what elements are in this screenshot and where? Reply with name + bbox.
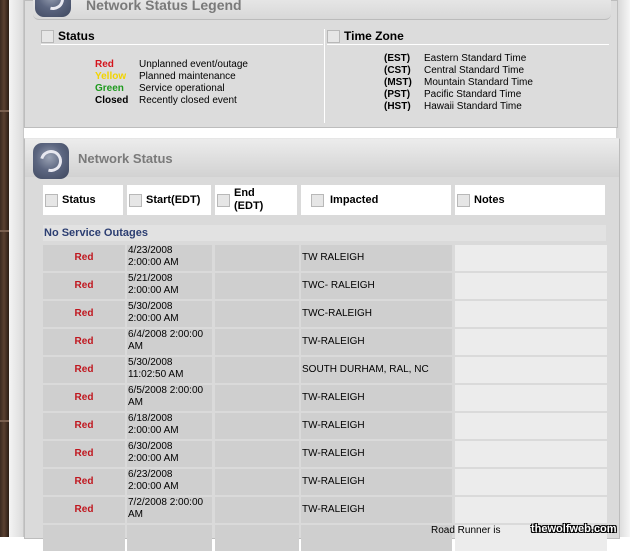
table-cell bbox=[43, 525, 125, 551]
status-cell: Red bbox=[43, 413, 125, 439]
table-row[interactable] bbox=[43, 441, 607, 467]
end-cell bbox=[215, 413, 299, 439]
legend-timezone-key: (PST) bbox=[384, 89, 411, 100]
start-cell: 5/21/2008 2:00:00 AM bbox=[127, 273, 212, 299]
start-cell: 5/30/2008 2:00:00 AM bbox=[127, 301, 212, 327]
legend-timezone-item bbox=[384, 89, 533, 101]
end-cell bbox=[215, 385, 299, 411]
network-logo-icon bbox=[33, 143, 69, 179]
network-logo-icon bbox=[35, 0, 71, 17]
watermark: thewolfweb.com bbox=[531, 523, 617, 535]
legend-status-key: Red bbox=[95, 59, 114, 70]
legend-timezone-key: (CST) bbox=[384, 65, 411, 76]
end-cell bbox=[215, 357, 299, 383]
table-cell bbox=[127, 525, 212, 551]
table-row[interactable] bbox=[43, 329, 607, 355]
end-cell bbox=[215, 329, 299, 355]
legend-timezone-key: (EST) bbox=[384, 53, 411, 64]
notes-cell bbox=[455, 329, 607, 355]
notes-cell bbox=[455, 441, 607, 467]
legend-status-list bbox=[95, 59, 248, 107]
end-cell bbox=[215, 245, 299, 271]
impacted-cell: TWC- RALEIGH bbox=[301, 273, 452, 299]
legend-timezone-key: (MST) bbox=[384, 77, 412, 88]
legend-status-key: Green bbox=[95, 83, 124, 94]
impacted-cell: TW-RALEIGH bbox=[301, 329, 452, 355]
notes-cell bbox=[455, 273, 607, 299]
legend-status-item bbox=[95, 59, 248, 71]
start-cell: 4/23/2008 2:00:00 AM bbox=[127, 245, 212, 271]
table-cell bbox=[215, 525, 299, 551]
status-cell: Red bbox=[43, 273, 125, 299]
start-cell: 6/30/2008 2:00:00 AM bbox=[127, 441, 212, 467]
end-cell bbox=[215, 497, 299, 523]
notes-cell bbox=[455, 497, 607, 523]
notes-cell-text: Road Runner is bbox=[431, 525, 501, 536]
checkbox-icon[interactable] bbox=[129, 194, 142, 207]
table-row[interactable] bbox=[43, 273, 607, 299]
table-row[interactable] bbox=[43, 469, 607, 495]
notes-cell bbox=[455, 413, 607, 439]
status-cell: Red bbox=[43, 385, 125, 411]
notes-cell bbox=[455, 245, 607, 271]
notes-cell bbox=[455, 301, 607, 327]
start-cell: 6/23/2008 2:00:00 AM bbox=[127, 469, 212, 495]
legend-timezone-item bbox=[384, 77, 533, 89]
start-cell: 5/30/2008 11:02:50 AM bbox=[127, 357, 212, 383]
legend-timezone-key: (HST) bbox=[384, 101, 411, 112]
legend-timezone-desc: Pacific Standard Time bbox=[424, 89, 522, 100]
impacted-cell: TW-RALEIGH bbox=[301, 497, 452, 523]
status-cell: Red bbox=[43, 357, 125, 383]
network-status-header bbox=[25, 139, 619, 177]
checkbox-icon[interactable] bbox=[311, 194, 324, 207]
notes-cell bbox=[455, 357, 607, 383]
legend-timezone-desc: Central Standard Time bbox=[424, 65, 525, 76]
start-cell: 6/4/2008 2:00:00 AM bbox=[127, 329, 212, 355]
legend-status-item bbox=[95, 71, 248, 83]
legend-status-desc: Unplanned event/outage bbox=[139, 59, 248, 70]
impacted-cell: TW-RALEIGH bbox=[301, 413, 452, 439]
legend-status-item bbox=[95, 95, 248, 107]
legend-timezone-item bbox=[384, 53, 533, 65]
table-row[interactable] bbox=[43, 525, 607, 551]
status-cell: Red bbox=[43, 245, 125, 271]
legend-timezone-header: Time Zone bbox=[327, 28, 609, 45]
impacted-cell: SOUTH DURHAM, RAL, NC bbox=[301, 357, 452, 383]
column-header-start[interactable]: Start(EDT) bbox=[127, 185, 211, 215]
legend-divider bbox=[324, 29, 325, 123]
section-label: No Service Outages bbox=[43, 225, 606, 241]
notes-cell bbox=[455, 385, 607, 411]
start-cell: 6/18/2008 2:00:00 AM bbox=[127, 413, 212, 439]
column-header-notes[interactable]: Notes bbox=[455, 185, 605, 215]
legend-timezone-desc: Hawaii Standard Time bbox=[424, 101, 522, 112]
impacted-cell: TWC-RALEIGH bbox=[301, 301, 452, 327]
status-cell: Red bbox=[43, 497, 125, 523]
legend-timezone-item bbox=[384, 65, 533, 77]
column-header-impacted[interactable]: Impacted bbox=[301, 185, 451, 215]
table-cell bbox=[301, 525, 452, 551]
legend-timezone-list bbox=[384, 53, 533, 113]
table-row[interactable] bbox=[43, 385, 607, 411]
status-cell: Red bbox=[43, 441, 125, 467]
table-row[interactable] bbox=[43, 357, 607, 383]
column-header-end[interactable]: End (EDT) bbox=[215, 185, 297, 215]
legend-status-item bbox=[95, 83, 248, 95]
legend-status-desc: Planned maintenance bbox=[139, 71, 236, 82]
checkbox-icon[interactable] bbox=[217, 194, 230, 207]
status-cell: Red bbox=[43, 469, 125, 495]
status-cell: Red bbox=[43, 301, 125, 327]
impacted-cell: TW-RALEIGH bbox=[301, 385, 452, 411]
legend-status-desc: Service operational bbox=[139, 83, 225, 94]
checkbox-icon[interactable] bbox=[327, 30, 340, 43]
checkbox-icon[interactable] bbox=[45, 194, 58, 207]
table-row[interactable] bbox=[43, 497, 607, 523]
table-row[interactable] bbox=[43, 301, 607, 327]
start-cell: 6/5/2008 2:00:00 AM bbox=[127, 385, 212, 411]
window-edge bbox=[0, 0, 9, 537]
notes-cell bbox=[455, 469, 607, 495]
end-cell bbox=[215, 469, 299, 495]
legend-timezone-desc: Mountain Standard Time bbox=[424, 77, 533, 88]
end-cell bbox=[215, 273, 299, 299]
column-header-status[interactable]: Status bbox=[43, 185, 123, 215]
impacted-cell: TW-RALEIGH bbox=[301, 441, 452, 467]
legend-status-key: Yellow bbox=[95, 71, 127, 82]
status-cell: Red bbox=[43, 329, 125, 355]
end-cell bbox=[215, 441, 299, 467]
legend-header bbox=[33, 0, 611, 20]
end-cell bbox=[215, 301, 299, 327]
start-cell: 7/2/2008 2:00:00 AM bbox=[127, 497, 212, 523]
page-gutter-left bbox=[9, 0, 24, 537]
legend-timezone-item bbox=[384, 101, 533, 113]
table-row[interactable] bbox=[43, 245, 607, 271]
legend-status-key: Closed bbox=[95, 95, 129, 106]
network-status-panel bbox=[24, 138, 620, 539]
impacted-cell: TW RALEIGH bbox=[301, 245, 452, 271]
checkbox-icon[interactable] bbox=[41, 30, 54, 43]
legend-panel bbox=[24, 0, 618, 128]
network-status-title: Network Status bbox=[78, 151, 173, 166]
impacted-cell: TW-RALEIGH bbox=[301, 469, 452, 495]
legend-status-desc: Recently closed event bbox=[139, 95, 237, 106]
legend-timezone-desc: Eastern Standard Time bbox=[424, 53, 527, 64]
table-row[interactable] bbox=[43, 413, 607, 439]
checkbox-icon[interactable] bbox=[457, 194, 470, 207]
legend-status-header: Status bbox=[41, 28, 323, 45]
legend-title: Network Status Legend bbox=[86, 0, 242, 13]
